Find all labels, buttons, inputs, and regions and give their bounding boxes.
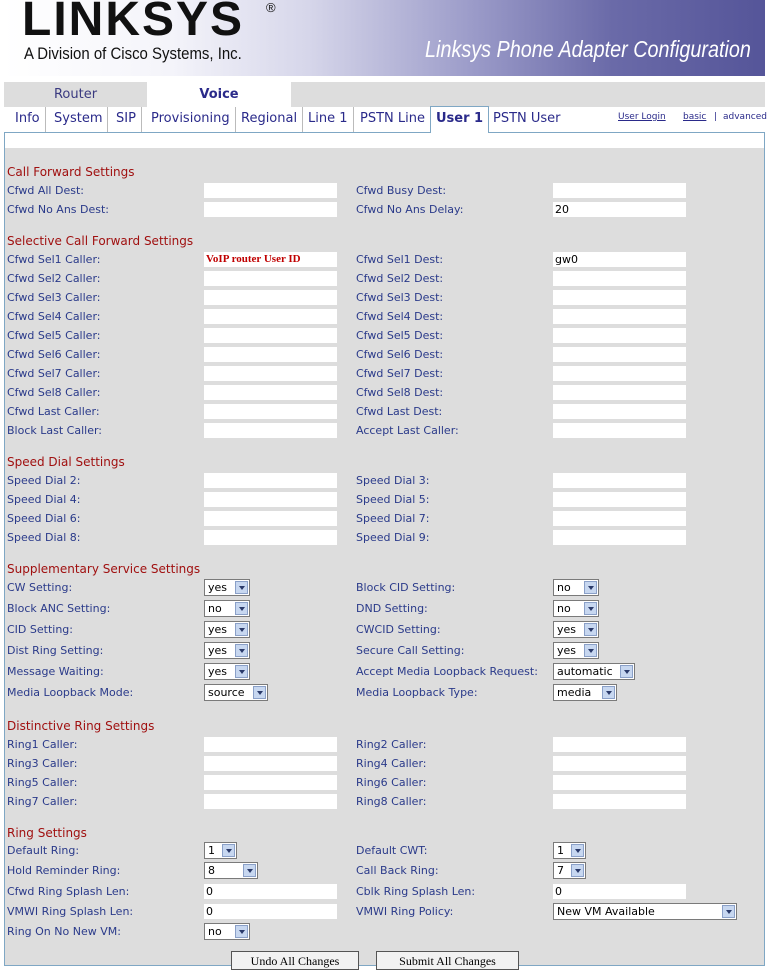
field-label: Ring7 Caller: (7, 795, 78, 808)
field-label: Hold Reminder Ring: (7, 864, 121, 877)
setting-input[interactable]: 0 (204, 904, 337, 919)
setting-select[interactable] (204, 642, 250, 659)
select-value: 7 (557, 864, 564, 877)
select-value: New VM Available (557, 905, 655, 918)
setting-input[interactable] (204, 404, 337, 419)
setting-select[interactable] (204, 600, 250, 617)
field-label: CW Setting: (7, 581, 73, 594)
field-label: Accept Media Loopback Request: (356, 665, 538, 678)
select-value: yes (208, 581, 228, 594)
field-label: Speed Dial 2: (7, 474, 81, 487)
field-label: Cfwd No Ans Dest: (7, 203, 110, 216)
field-label: Cfwd All Dest: (7, 184, 84, 197)
dropdown-arrow-icon[interactable] (722, 905, 735, 918)
field-label: Block Last Caller: (7, 424, 102, 437)
setting-input[interactable] (204, 366, 337, 381)
field-label: Dist Ring Setting: (7, 644, 104, 657)
setting-input[interactable] (553, 737, 686, 752)
tab-line1[interactable]: Line 1 (303, 107, 354, 132)
section-title-selective: Selective Call Forward Settings (7, 234, 194, 248)
select-value: automatic (557, 665, 613, 678)
setting-input[interactable]: 0 (204, 884, 337, 899)
link-separator: | (714, 112, 718, 122)
setting-select[interactable] (204, 684, 268, 701)
setting-input[interactable] (553, 530, 686, 545)
panel-top-strip (5, 133, 764, 148)
setting-input[interactable]: gw0 (553, 252, 686, 267)
dropdown-arrow-icon[interactable] (584, 602, 597, 615)
tab-sip[interactable]: SIP (111, 107, 142, 132)
setting-input[interactable]: 20 (553, 202, 686, 217)
field-label: Cfwd Sel3 Caller: (7, 291, 101, 304)
dropdown-arrow-icon[interactable] (222, 844, 235, 857)
setting-input[interactable] (553, 794, 686, 809)
setting-input[interactable] (204, 290, 337, 305)
main-tabs (4, 82, 765, 107)
select-value: yes (208, 623, 228, 636)
select-value: 8 (208, 864, 215, 877)
setting-input[interactable] (553, 473, 686, 488)
setting-input[interactable] (553, 183, 686, 198)
setting-select[interactable] (553, 600, 599, 617)
field-label: Ring4 Caller: (356, 757, 427, 770)
dropdown-arrow-icon[interactable] (584, 623, 597, 636)
select-value: 1 (208, 844, 215, 857)
setting-input[interactable] (553, 366, 686, 381)
page-title: Linksys Phone Adapter Configuration (425, 36, 751, 62)
setting-input[interactable] (204, 328, 337, 343)
advanced-link[interactable]: advanced (723, 112, 767, 122)
setting-select[interactable] (553, 642, 599, 659)
select-value: yes (208, 644, 228, 657)
tab-provisioning[interactable]: Provisioning (146, 107, 236, 132)
setting-select[interactable] (553, 842, 586, 859)
tab-info[interactable]: Info (10, 107, 46, 132)
setting-input[interactable] (553, 511, 686, 526)
field-label: Cfwd Sel6 Dest: (356, 348, 444, 361)
select-value: yes (557, 623, 577, 636)
field-label: Speed Dial 3: (356, 474, 430, 487)
dropdown-arrow-icon[interactable] (235, 925, 248, 938)
field-label: Block ANC Setting: (7, 602, 111, 615)
field-label: Cfwd Sel8 Caller: (7, 386, 101, 399)
setting-select[interactable] (553, 684, 617, 701)
field-label: Cfwd Sel6 Caller: (7, 348, 101, 361)
field-label: Speed Dial 5: (356, 493, 430, 506)
setting-input[interactable] (204, 737, 337, 752)
field-label: Ring3 Caller: (7, 757, 78, 770)
field-label: Secure Call Setting: (356, 644, 465, 657)
submit-button[interactable]: Submit All Changes (376, 951, 519, 970)
field-label: Cfwd Sel4 Caller: (7, 310, 101, 323)
setting-select[interactable] (204, 842, 237, 859)
setting-select[interactable] (204, 579, 250, 596)
setting-input[interactable] (204, 423, 337, 438)
setting-select[interactable] (204, 663, 250, 680)
tab-user1[interactable]: User 1 (430, 106, 489, 134)
field-label: VMWI Ring Policy: (356, 905, 454, 918)
field-label: Cfwd Sel3 Dest: (356, 291, 444, 304)
field-label: Cfwd Sel2 Caller: (7, 272, 101, 285)
select-value: no (557, 581, 571, 594)
field-label: Cfwd Sel8 Dest: (356, 386, 444, 399)
select-value: 1 (557, 844, 564, 857)
setting-select[interactable] (553, 621, 599, 638)
field-label: Ring On No New VM: (7, 925, 121, 938)
field-label: Speed Dial 4: (7, 493, 81, 506)
setting-input[interactable] (204, 347, 337, 362)
select-value: media (557, 686, 592, 699)
dropdown-arrow-icon[interactable] (235, 644, 248, 657)
setting-input[interactable]: VoIP router User ID (204, 252, 337, 267)
setting-input[interactable] (204, 511, 337, 526)
section-title-distinctive: Distinctive Ring Settings (7, 719, 155, 733)
undo-button[interactable]: Undo All Changes (231, 951, 359, 970)
field-label: Cfwd Sel7 Caller: (7, 367, 101, 380)
select-value: yes (557, 644, 577, 657)
field-label: Cfwd No Ans Delay: (356, 203, 464, 216)
field-label: Accept Last Caller: (356, 424, 459, 437)
setting-input[interactable] (204, 530, 337, 545)
field-label: Default Ring: (7, 844, 80, 857)
field-label: Cfwd Ring Splash Len: (7, 885, 130, 898)
select-value: no (208, 925, 222, 938)
setting-input[interactable] (553, 271, 686, 286)
field-label: Block CID Setting: (356, 581, 456, 594)
dropdown-arrow-icon[interactable] (584, 581, 597, 594)
tagline: A Division of Cisco Systems, Inc. (24, 44, 242, 63)
field-label: Ring5 Caller: (7, 776, 78, 789)
tab-pstn-line[interactable]: PSTN Line (355, 107, 431, 132)
field-label: Ring2 Caller: (356, 738, 427, 751)
setting-input[interactable] (553, 328, 686, 343)
field-label: Cfwd Sel5 Caller: (7, 329, 101, 342)
field-label: Default CWT: (356, 844, 428, 857)
header-banner (4, 0, 765, 76)
dropdown-arrow-icon[interactable] (235, 623, 248, 636)
field-label: Cfwd Sel1 Dest: (356, 253, 444, 266)
section-title-speed-dial: Speed Dial Settings (7, 455, 125, 469)
section-title-ring: Ring Settings (7, 826, 87, 840)
select-value: no (557, 602, 571, 615)
setting-input[interactable] (204, 202, 337, 217)
setting-select[interactable] (553, 862, 586, 879)
registered-mark: ® (266, 0, 276, 15)
setting-input[interactable] (204, 271, 337, 286)
setting-input[interactable] (204, 183, 337, 198)
dropdown-arrow-icon[interactable] (584, 644, 597, 657)
linksys-logo: LINKSYS (22, 0, 245, 46)
setting-input[interactable] (553, 404, 686, 419)
tab-pstn-user[interactable]: PSTN User (493, 111, 561, 126)
field-label: Cfwd Sel5 Dest: (356, 329, 444, 342)
dropdown-arrow-icon[interactable] (235, 602, 248, 615)
dropdown-arrow-icon[interactable] (571, 864, 584, 877)
field-label: Cfwd Sel4 Dest: (356, 310, 444, 323)
field-label: CID Setting: (7, 623, 73, 636)
field-label: Ring8 Caller: (356, 795, 427, 808)
setting-input[interactable] (553, 309, 686, 324)
field-label: Speed Dial 7: (356, 512, 430, 525)
setting-select[interactable] (553, 579, 599, 596)
setting-input[interactable] (204, 775, 337, 790)
section-title-supplementary: Supplementary Service Settings (7, 562, 201, 576)
field-label: Speed Dial 6: (7, 512, 81, 525)
dropdown-arrow-icon[interactable] (620, 665, 633, 678)
tab-regional[interactable]: Regional (236, 107, 303, 132)
setting-select[interactable] (204, 621, 250, 638)
field-label: Cblk Ring Splash Len: (356, 885, 476, 898)
setting-input[interactable] (553, 756, 686, 771)
setting-input[interactable] (204, 473, 337, 488)
select-value: yes (208, 665, 228, 678)
setting-input[interactable] (204, 385, 337, 400)
field-label: Cfwd Sel7 Dest: (356, 367, 444, 380)
field-label: Cfwd Sel2 Dest: (356, 272, 444, 285)
field-label: VMWI Ring Splash Len: (7, 905, 134, 918)
field-label: Cfwd Busy Dest: (356, 184, 447, 197)
field-label: Media Loopback Mode: (7, 686, 134, 699)
setting-input[interactable] (204, 794, 337, 809)
setting-input[interactable] (204, 309, 337, 324)
dropdown-arrow-icon[interactable] (571, 844, 584, 857)
setting-select[interactable] (204, 923, 250, 940)
setting-input[interactable] (553, 423, 686, 438)
field-label: Speed Dial 8: (7, 531, 81, 544)
basic-link[interactable]: basic (683, 112, 707, 122)
section-title-call-forward: Call Forward Settings (7, 165, 135, 179)
field-label: Ring1 Caller: (7, 738, 78, 751)
tab-system[interactable]: System (49, 107, 108, 132)
field-label: DND Setting: (356, 602, 428, 615)
dropdown-arrow-icon[interactable] (602, 686, 615, 699)
setting-input[interactable] (204, 756, 337, 771)
field-label: Speed Dial 9: (356, 531, 430, 544)
dropdown-arrow-icon[interactable] (235, 581, 248, 594)
setting-select[interactable] (553, 903, 737, 920)
field-label: Cfwd Last Caller: (7, 405, 100, 418)
setting-select[interactable] (204, 862, 258, 879)
setting-input[interactable] (553, 385, 686, 400)
setting-input[interactable] (553, 347, 686, 362)
select-value: no (208, 602, 222, 615)
field-label: Call Back Ring: (356, 864, 439, 877)
dropdown-arrow-icon[interactable] (243, 864, 256, 877)
field-label: Cfwd Last Dest: (356, 405, 443, 418)
field-label: Ring6 Caller: (356, 776, 427, 789)
tab-router[interactable]: Router (4, 82, 147, 107)
field-label: CWCID Setting: (356, 623, 441, 636)
field-label: Message Waiting: (7, 665, 104, 678)
field-label: Cfwd Sel1 Caller: (7, 253, 101, 266)
user-login-link[interactable]: User Login (618, 112, 666, 122)
setting-select[interactable] (553, 663, 635, 680)
select-value: source (208, 686, 245, 699)
setting-input[interactable] (553, 775, 686, 790)
dropdown-arrow-icon[interactable] (253, 686, 266, 699)
setting-input[interactable] (553, 492, 686, 507)
dropdown-arrow-icon[interactable] (235, 665, 248, 678)
setting-input[interactable] (553, 290, 686, 305)
tab-voice[interactable]: Voice (147, 82, 291, 107)
setting-input[interactable] (204, 492, 337, 507)
field-label: Media Loopback Type: (356, 686, 478, 699)
setting-input[interactable]: 0 (553, 884, 686, 899)
